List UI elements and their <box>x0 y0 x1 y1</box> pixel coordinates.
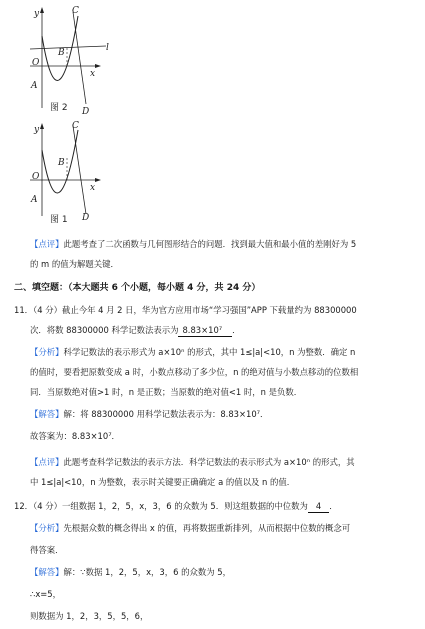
fig2-label-c: C <box>72 6 79 16</box>
q12-solution-1: 【解答】解：∵数据 1，2，5，x，3，6 的众数为 5， <box>30 567 231 577</box>
q12-line-1: 12．（4 分）一组数据 1，2，5，x，3，6 的众数为 5．则这组数据的中位数为 4 ． <box>14 501 338 511</box>
line-cd <box>73 12 86 104</box>
q11-analysis-3: 同．当原数绝对值>1 时，n 是正数；当原数的绝对值<1 时，n 是负数． <box>30 387 303 397</box>
comment-prev-line-2: 的 m 的值为解题关键． <box>30 259 119 269</box>
fig2-label-o: O <box>32 58 40 68</box>
q11-comment-1: 【点评】此题考查科学记数法的表示方法．科学记数法的表示形式为 a×10ⁿ 的形式，其 <box>30 457 355 467</box>
figure-1-caption: 图 1 <box>50 215 68 225</box>
q11-analysis-1: 【分析】科学记数法的表示形式为 a×10ⁿ 的形式，其中 1≤|a|<10，n 为整数．确定 n <box>30 347 356 357</box>
fig2-label-b: B <box>58 48 65 58</box>
fig1-label-d: D <box>82 213 90 220</box>
comment-tag: 【点评】 <box>30 239 64 249</box>
q12-answer: 4 <box>308 500 329 513</box>
fig1-label-y: y <box>34 125 40 135</box>
fig2-label-x: x <box>90 69 96 79</box>
q11-analysis-2: 的值时，要看把原数变成 a 时，小数点移动了多少位，n 的绝对值与小数点移动的位数相 <box>30 367 359 377</box>
section-title: 二、填空题：（本大题共 6 个小题，每小题 4 分，共 24 分） <box>14 283 261 293</box>
fig1-label-x: x <box>90 183 96 193</box>
figure-2 <box>28 4 118 114</box>
figure-1 <box>28 120 118 220</box>
q12-solution-2: ∴x=5， <box>30 589 62 599</box>
fig2-label-y: y <box>34 9 40 19</box>
fig1-label-o: O <box>32 172 40 182</box>
q11-line-2: 次．将数 88300000 科学记数法表示为 8.83×10⁷ ． <box>30 325 241 335</box>
q11-solution-2: 故答案为：8.83×10⁷． <box>30 431 120 441</box>
line-cd <box>73 126 86 214</box>
fig2-label-a: A <box>31 81 38 91</box>
fig2-label-d: D <box>82 107 90 114</box>
q12-analysis-2: 得答案． <box>30 545 64 555</box>
q12-solution-3: 则数据为 1，2，3，5，5，6， <box>30 611 149 621</box>
q11-comment-2: 中 1≤|a|<10，n 为整数，表示时关键要正确确定 a 的值以及 n 的值． <box>30 477 296 487</box>
fig1-label-c: C <box>72 121 79 131</box>
q11-solution-1: 【解答】解：将 88300000 用科学记数法表示为：8.83×10⁷． <box>30 409 269 419</box>
comment-prev-line-1: 【点评】此题考查了二次函数与几何图形结合的问题．找到最大值和最小值的差刚好为 5 <box>30 239 357 249</box>
q12-analysis-1: 【分析】先根据众数的概念得出 x 的值，再将数据重新排列，从而根据中位数的概念可 <box>30 523 351 533</box>
q11-line-1: 11．（4 分）截止今年 4 月 2 日，华为官方应用市场“学习强国”APP 下载量约为 88300000 <box>14 305 357 315</box>
q11-answer: 8.83×10⁷ <box>178 324 232 337</box>
fig1-label-a: A <box>31 195 38 205</box>
fig2-label-l: l <box>106 43 109 53</box>
line-l <box>30 46 106 49</box>
figure-2-caption: 图 2 <box>50 103 68 113</box>
fig1-label-b: B <box>58 158 65 168</box>
